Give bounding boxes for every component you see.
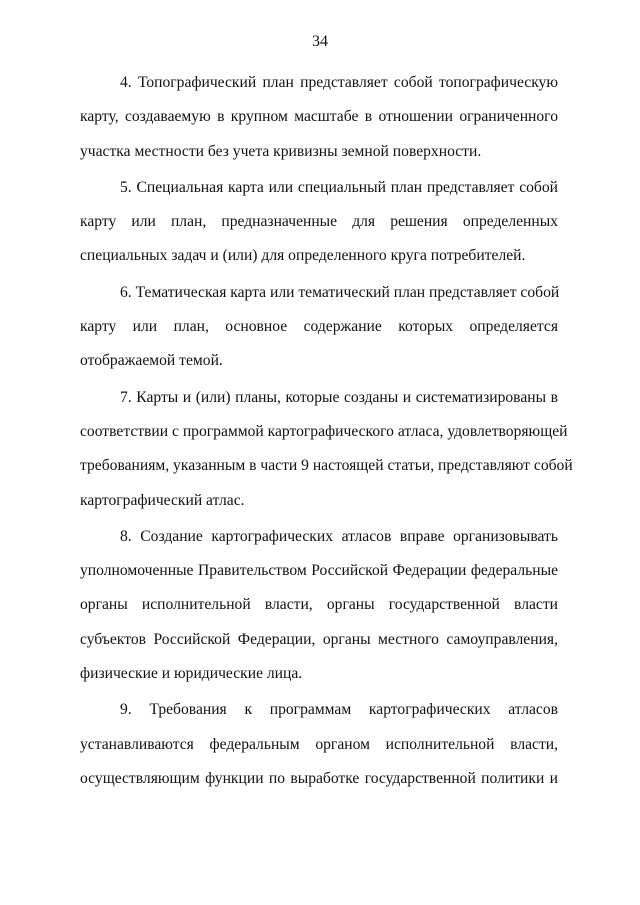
text-line: карту или план, основное содержание которых определяется xyxy=(80,318,558,336)
text-line: субъектов Российской Федерации, органы местного самоуправления, xyxy=(80,630,558,648)
text-line: требованиям, указанным в части 9 настоящей статьи, представляют собой xyxy=(80,457,573,475)
paragraph-6 xyxy=(80,276,558,379)
text-line: 5. Специальная карта или специальный план представляет собой xyxy=(120,178,558,196)
text-line: карту или план, предназначенные для решения определенных xyxy=(80,213,558,231)
text-line: осуществляющим функции по выработке государственной политики и xyxy=(80,769,558,787)
document-body xyxy=(80,66,573,798)
text-line: участка местности без учета кривизны земной поверхности. xyxy=(80,142,482,160)
paragraph-7 xyxy=(80,381,573,518)
paragraph-4 xyxy=(80,66,558,169)
text-line: карту, создаваемую в крупном масштабе в отношении ограниченного xyxy=(80,108,558,126)
text-line: органы исполнительной власти, органы государственной власти xyxy=(80,596,558,614)
text-line: устанавливаются федеральным органом исполнительной власти, xyxy=(80,735,558,753)
text-line: 8. Создание картографических атласов вправе организовывать xyxy=(120,527,558,545)
paragraph-5 xyxy=(80,171,558,274)
text-line: соответствии с программой картографического атласа, удовлетворяющей xyxy=(80,422,568,440)
text-line: 9. Требования к программам картографических атласов xyxy=(120,701,558,719)
text-line: картографический атлас. xyxy=(80,491,245,509)
paragraph-9 xyxy=(80,693,558,796)
text-line: 4. Топографический план представляет собой топографическую xyxy=(120,74,558,91)
text-line: специальных задач и (или) для определенного круга потребителей. xyxy=(80,247,526,265)
text-line: 6. Тематическая карта или тематический план представляет собой xyxy=(120,283,560,301)
page-number: 34 xyxy=(312,33,328,50)
text-line: 7. Карты и (или) планы, которые созданы и систематизированы в xyxy=(120,388,558,406)
text-line: физические и юридические лица. xyxy=(80,665,303,683)
text-line: уполномоченные Правительством Российской Федерации федеральные xyxy=(80,562,558,580)
paragraph-8 xyxy=(80,520,558,691)
text-line: отображаемой темой. xyxy=(80,352,223,370)
